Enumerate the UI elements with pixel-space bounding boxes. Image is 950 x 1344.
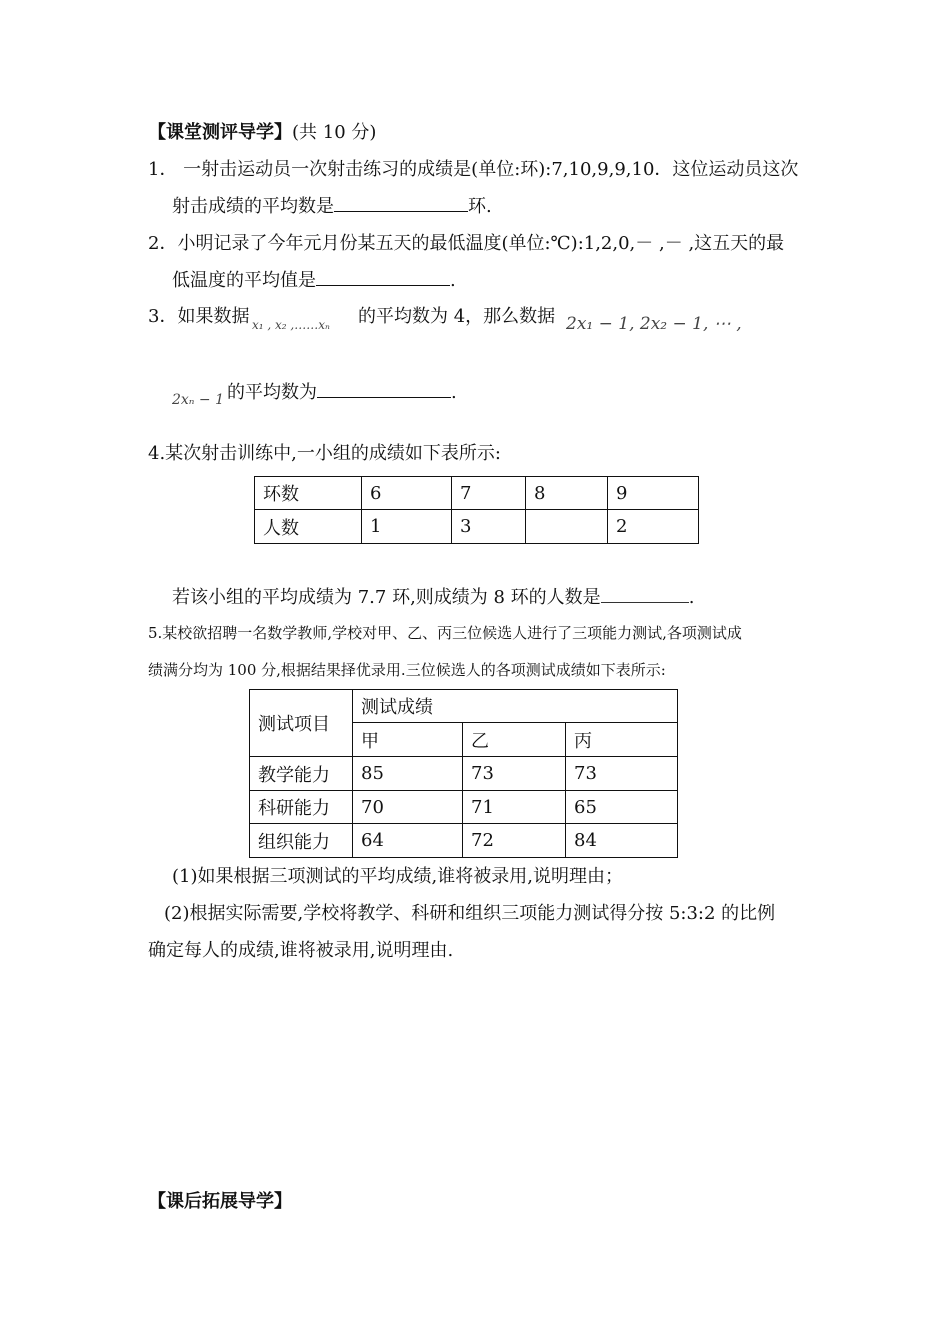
candidate-header: 甲 (353, 723, 463, 757)
section-heading-classroom (148, 118, 376, 144)
table-cell: 8 (526, 477, 608, 510)
table-row (250, 757, 678, 791)
question-5-intro-line-1: 5.某校欲招聘一名数学教师,学校对甲、乙、丙三位候选人进行了三项能力测试,各项测试成 (148, 624, 742, 642)
table-cell-empty[interactable] (526, 510, 608, 544)
row-header: 测试项目 (250, 690, 353, 757)
question-1-unit: 环. (468, 196, 492, 217)
column-group-header: 测试成绩 (353, 690, 678, 723)
question-5-sub-1: (1)如果根据三项测试的平均成绩,谁将被录用,说明理由； (172, 866, 623, 887)
table-row (250, 824, 678, 858)
answer-blank-q3[interactable] (317, 379, 451, 398)
question-3-last-expression: 2xₙ − 1 (172, 392, 225, 408)
table-cell: 环数 (255, 477, 362, 510)
candidate-score-table (249, 689, 678, 858)
table-row-rings (255, 477, 699, 510)
question-2-prompt: 低温度的平均值是 (172, 270, 316, 291)
question-4-suffix: . (688, 587, 695, 608)
candidate-header: 丙 (566, 723, 678, 757)
question-4-intro: 4.某次射击训练中,一小组的成绩如下表所示: (148, 443, 501, 464)
score-cell: 72 (463, 824, 566, 858)
question-3-data-vars: x₁ , x₂ ,……xₙ (252, 318, 330, 332)
question-2-line-1: 2．小明记录了今年元月份某五天的最低温度(单位:℃):1,2,0,－ ,－ ,这五天的最 (148, 233, 785, 254)
ability-label: 教学能力 (250, 757, 353, 791)
table-cell: 3 (452, 510, 526, 544)
table-header-row (250, 690, 678, 723)
question-3-suffix: . (451, 382, 457, 403)
score-cell: 70 (353, 791, 463, 824)
answer-blank-q4[interactable] (601, 584, 689, 603)
ability-label: 组织能力 (250, 824, 353, 858)
section-title: 【课堂测评导学】 (148, 122, 292, 143)
table-cell: 6 (362, 477, 452, 510)
ability-label: 科研能力 (250, 791, 353, 824)
question-3-prefix: 3．如果数据 (148, 306, 250, 327)
shooting-score-table (254, 476, 699, 544)
score-cell: 65 (566, 791, 678, 824)
question-4-prompt: 若该小组的平均成绩为 7.7 环,则成绩为 8 环的人数是 (172, 587, 601, 608)
table-cell: 9 (608, 477, 699, 510)
answer-blank-q1[interactable] (334, 193, 468, 212)
section-score: (共 10 分) (292, 122, 377, 143)
table-cell: 1 (362, 510, 452, 544)
score-cell: 64 (353, 824, 463, 858)
question-3-line-2 (227, 378, 457, 404)
answer-blank-q2[interactable] (316, 267, 450, 286)
question-1-line-1: 1． 一射击运动员一次射击练习的成绩是(单位:环):7,10,9,9,10．这位运动员这次 (148, 159, 799, 180)
question-3-middle: 的平均数为 4，那么数据 (358, 306, 556, 327)
question-5-intro-line-2: 绩满分均为 100 分,根据结果择优录用.三位候选人的各项测试成绩如下表所示: (148, 661, 666, 679)
table-row (250, 791, 678, 824)
section-heading-after-class: 【课后拓展导学】 (148, 1191, 292, 1212)
question-3-prompt: 的平均数为 (227, 382, 317, 403)
table-cell: 2 (608, 510, 699, 544)
score-cell: 84 (566, 824, 678, 858)
question-3-expression: 2x₁ − 1, 2x₂ − 1, ⋯ , (566, 314, 742, 334)
question-2-suffix: . (450, 270, 456, 291)
score-cell: 73 (463, 757, 566, 791)
question-4-question (172, 583, 694, 609)
question-1-line-2 (172, 192, 492, 218)
table-cell: 7 (452, 477, 526, 510)
question-5-sub-2-line-1: (2)根据实际需要,学校将教学、科研和组织三项能力测试得分按 5:3:2 的比例 (164, 903, 776, 924)
table-row-people (255, 510, 699, 544)
score-cell: 71 (463, 791, 566, 824)
candidate-header: 乙 (463, 723, 566, 757)
table-cell: 人数 (255, 510, 362, 544)
question-2-line-2 (172, 266, 456, 292)
score-cell: 85 (353, 757, 463, 791)
question-5-sub-2-line-2: 确定每人的成绩,谁将被录用,说明理由. (148, 940, 454, 961)
question-1-prompt: 射击成绩的平均数是 (172, 196, 334, 217)
score-cell: 73 (566, 757, 678, 791)
